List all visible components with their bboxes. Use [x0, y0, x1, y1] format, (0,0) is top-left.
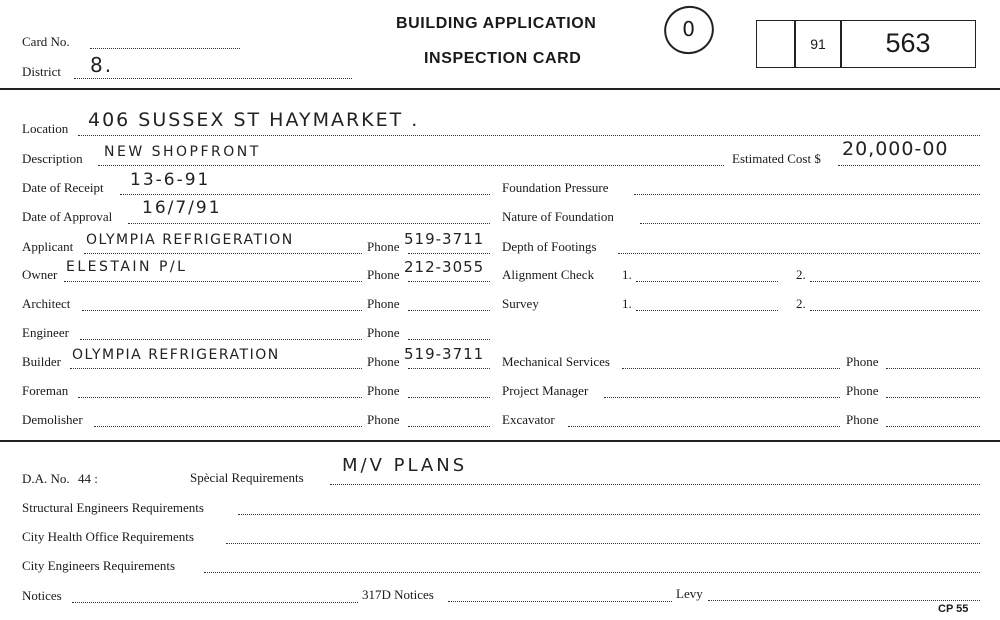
excavator-phone-field[interactable] — [886, 426, 980, 427]
city-health-label: City Health Office Requirements — [22, 529, 194, 544]
city-engineers-field[interactable] — [204, 572, 980, 573]
da-no-value: 44 : — [78, 471, 98, 486]
excavator-phone-label: Phone — [846, 412, 879, 427]
alignment-check-num-1: 1. — [622, 267, 632, 282]
special-requirements-label: Spècial Requirements — [190, 470, 304, 485]
alignment-check-field-2[interactable] — [810, 281, 980, 282]
box-number: 563 — [885, 28, 931, 58]
date-of-approval-value: 16/7/91 — [142, 198, 222, 218]
architect-field[interactable] — [82, 310, 362, 311]
location-label: Location — [22, 121, 69, 136]
foreman-field[interactable] — [78, 397, 362, 398]
survey-num-2: 2. — [796, 296, 806, 311]
depth-of-footings-field[interactable] — [618, 253, 980, 254]
applicant-label: Applicant — [22, 239, 74, 254]
applicant-value: OLYMPIA REFRIGERATION — [86, 232, 294, 248]
owner-phone-value: 212-3055 — [404, 258, 485, 276]
foreman-label: Foreman — [22, 383, 69, 398]
circled-mark — [657, 0, 721, 62]
levy-label: Levy — [676, 586, 703, 601]
card-no-field[interactable] — [90, 48, 240, 49]
architect-label: Architect — [22, 296, 71, 311]
description-label: Description — [22, 151, 83, 166]
engineer-field[interactable] — [80, 339, 362, 340]
applicant-phone-value: 519-3711 — [404, 230, 485, 248]
alignment-check-num-2: 2. — [796, 267, 806, 282]
mechanical-services-field[interactable] — [622, 368, 840, 369]
description-value: NEW SHOPFRONT — [104, 144, 261, 160]
foreman-phone-label: Phone — [367, 383, 400, 398]
demolisher-phone-label: Phone — [367, 412, 400, 427]
structural-engineers-label: Structural Engineers Requirements — [22, 500, 204, 515]
owner-value: ELESTAIN P/L — [66, 259, 188, 275]
notices-317d-field[interactable] — [448, 601, 672, 602]
builder-value: OLYMPIA REFRIGERATION — [72, 347, 280, 363]
notices-label: Notices — [22, 588, 62, 603]
owner-field[interactable] — [64, 281, 362, 282]
owner-label: Owner — [22, 267, 58, 282]
form-code: CP 55 — [938, 603, 969, 615]
date-of-receipt-field[interactable] — [120, 194, 490, 195]
date-of-receipt-value: 13-6-91 — [130, 170, 211, 190]
builder-label: Builder — [22, 354, 61, 369]
estimated-cost-value: 20,000-00 — [842, 138, 949, 160]
date-of-approval-label: Date of Approval — [22, 209, 113, 224]
engineer-phone-label: Phone — [367, 325, 400, 340]
notices-field[interactable] — [72, 602, 358, 603]
demolisher-field[interactable] — [94, 426, 362, 427]
location-field[interactable] — [78, 135, 980, 136]
engineer-phone-field[interactable] — [408, 339, 490, 340]
structural-engineers-field[interactable] — [238, 514, 980, 515]
date-of-approval-field[interactable] — [128, 223, 490, 224]
foundation-pressure-field[interactable] — [634, 194, 980, 195]
excavator-label: Excavator — [502, 412, 555, 427]
da-no-label: D.A. No. — [22, 471, 70, 486]
location-value: 406 SUSSEX ST HAYMARKET . — [88, 109, 420, 131]
engineer-label: Engineer — [22, 325, 69, 340]
nature-of-foundation-field[interactable] — [640, 223, 980, 224]
title-line-2: INSPECTION CARD — [424, 50, 582, 67]
survey-field-2[interactable] — [810, 310, 980, 311]
district-value: 8. — [90, 53, 114, 77]
city-engineers-label: City Engineers Requirements — [22, 558, 176, 573]
excavator-field[interactable] — [568, 426, 840, 427]
builder-phone-field[interactable] — [408, 368, 490, 369]
foreman-phone-field[interactable] — [408, 397, 490, 398]
estimated-cost-field[interactable] — [838, 165, 980, 166]
description-field[interactable] — [98, 165, 724, 166]
demolisher-phone-field[interactable] — [408, 426, 490, 427]
project-manager-phone-field[interactable] — [886, 397, 980, 398]
survey-num-1: 1. — [622, 296, 632, 311]
applicant-phone-field[interactable] — [408, 253, 490, 254]
mechanical-services-label: Mechanical Services — [502, 354, 610, 369]
builder-phone-value: 519-3711 — [404, 345, 485, 363]
owner-phone-field[interactable] — [408, 281, 490, 282]
special-requirements-field[interactable] — [330, 484, 980, 485]
builder-field[interactable] — [70, 368, 362, 369]
architect-phone-label: Phone — [367, 296, 400, 311]
date-of-receipt-label: Date of Receipt — [22, 180, 104, 195]
depth-of-footings-label: Depth of Footings — [502, 239, 597, 254]
applicant-field[interactable] — [84, 253, 362, 254]
header-rule — [0, 88, 1000, 90]
box-code: 91 — [810, 36, 826, 52]
demolisher-label: Demolisher — [22, 412, 83, 427]
city-health-field[interactable] — [226, 543, 980, 544]
builder-phone-label: Phone — [367, 354, 400, 369]
mechanical-services-phone-label: Phone — [846, 354, 879, 369]
estimated-cost-label: Estimated Cost $ — [732, 151, 821, 166]
project-manager-field[interactable] — [604, 397, 840, 398]
alignment-check-label: Alignment Check — [502, 267, 595, 282]
circled-number: 0 — [682, 17, 695, 42]
alignment-check-field-1[interactable] — [636, 281, 778, 282]
mechanical-services-phone-field[interactable] — [886, 368, 980, 369]
levy-field[interactable] — [708, 600, 980, 601]
foundation-pressure-label: Foundation Pressure — [502, 180, 609, 195]
project-manager-label: Project Manager — [502, 383, 589, 398]
nature-of-foundation-label: Nature of Foundation — [502, 209, 614, 224]
survey-label: Survey — [502, 296, 539, 311]
project-manager-phone-label: Phone — [846, 383, 879, 398]
district-field[interactable] — [74, 78, 352, 79]
title-line-1: BUILDING APPLICATION — [396, 15, 597, 32]
architect-phone-field[interactable] — [408, 310, 490, 311]
district-label: District — [22, 64, 61, 79]
survey-field-1[interactable] — [636, 310, 778, 311]
notices-317d-label: 317D Notices — [362, 587, 434, 602]
owner-phone-label: Phone — [367, 267, 400, 282]
section-rule — [0, 440, 1000, 442]
card-no-label: Card No. — [22, 34, 70, 49]
special-requirements-value: M/V PLANS — [342, 455, 468, 476]
applicant-phone-label: Phone — [367, 239, 400, 254]
